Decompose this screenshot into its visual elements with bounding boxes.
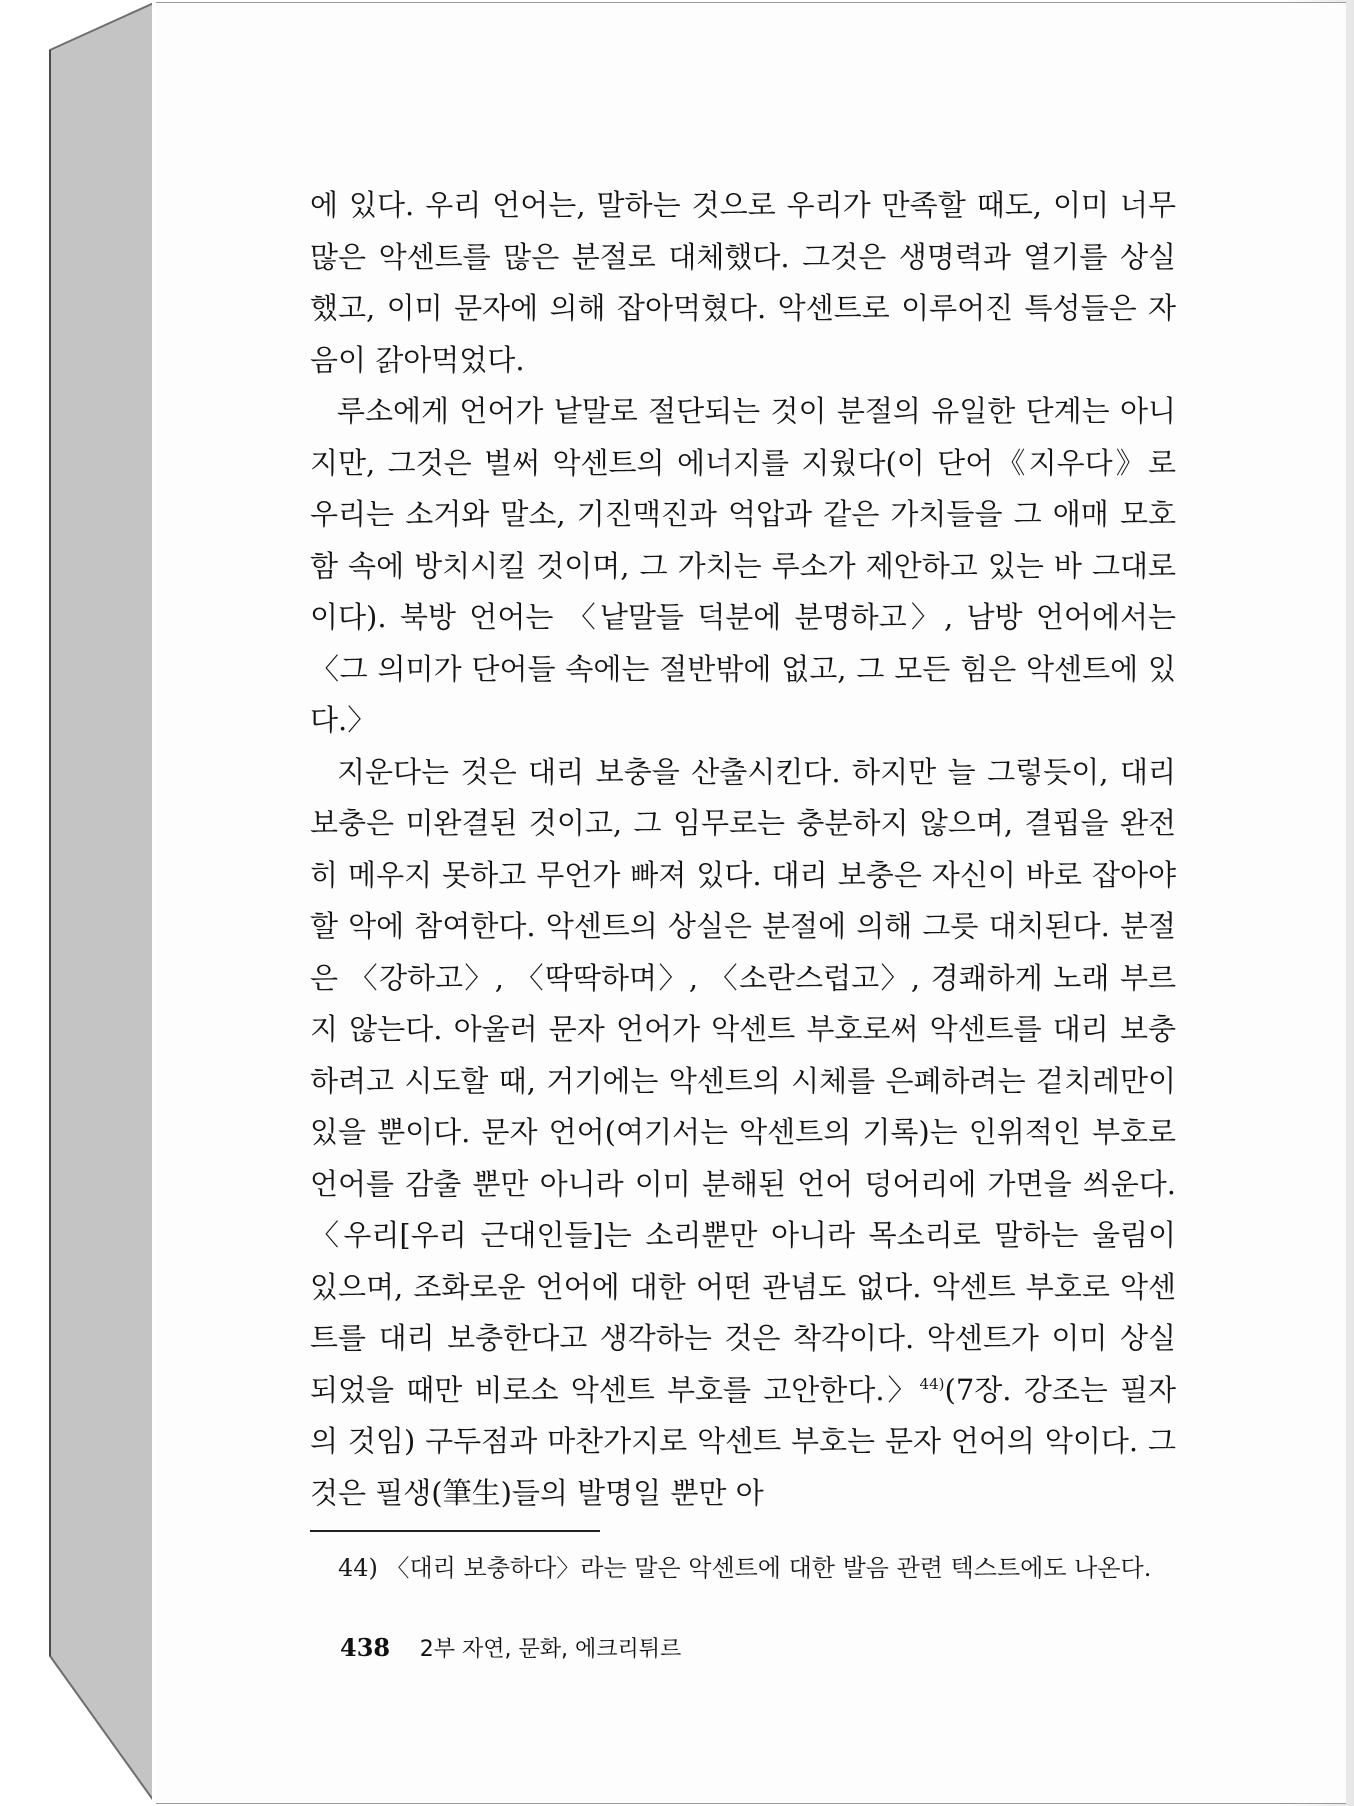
book-spine [0, 0, 160, 1806]
running-head: 2부 자연, 문화, 에크리튀르 [419, 1637, 682, 1662]
paragraph [310, 180, 1176, 386]
footnote-reference: 44) [919, 1374, 945, 1393]
body-text [310, 180, 1176, 1519]
paragraph-text: 루소에게 언어가 낱말로 절단되는 것이 분절의 유일한 단계는 아니지만, 그것은 벌써 악센트의 에너지를 지웠다(이 단어《지우다》로 우리는 소거와 말소, 기진맥진과 억압과 같은 가치들을 그 애매 모호함 속에 방치시킬 것이며, 그 가치는 루소가 제안하고 있는 바 그대로이다). 북방 언어는 〈낱말들 덕분에 분명하고〉, 남방 언어에서는 〈그 의미가 단어들 속에는 절반밖에 없고, 그 모든 힘은 악센트에 있다.〉 [310, 394, 1176, 737]
paragraph-text: 에 있다. 우리 언어는, 말하는 것으로 우리가 만족할 때도, 이미 너무 많은 악센트를 많은 분절로 대체했다. 그것은 생명력과 열기를 상실했고, 이미 문자에 의해 잡아먹혔다. 악센트로 이루어진 특성들은 자음이 갉아먹었다. [310, 188, 1176, 377]
page-footer [340, 1632, 681, 1663]
footnote-divider [310, 1530, 600, 1532]
paragraph-text: (7장. 강조는 필자의 것임) 구두점과 마찬가지로 악센트 부호는 문자 언어의 악이다. 그것은 필생(筆生)들의 발명일 뿐만 아 [310, 1372, 1176, 1510]
paragraph-text: 지운다는 것은 대리 보충을 산출시킨다. 하지만 늘 그렇듯이, 대리 보충은 미완결된 것이고, 그 임무로는 충분하지 않으며, 결핍을 완전히 메우지 못하고 무언가 빠져 있다. 대리 보충은 자신이 바로 잡아야 할 악에 참여한다. 악센트의 상실은 분절에 의해 그릇 대치된다. 분절은 〈강하고〉, 〈딱딱하며〉, 〈소란스럽고〉, 경쾌하게 노래 부르지 않는다. 아울러 문자 언어가 악센트 부호로써 악센트를 대리 보충하려고 시도할 때, 거기에는 악센트의 시체를 은폐하려는 겉치레만이 있을 뿐이다. 문자 언어(여기서는 악센트의 기록)는 인위적인 부호로 언어를 감출 뿐만 아니라 이미 분해된 언어 덩어리에 가면을 씌운다. 〈우리[우리 근대인들]는 소리뿐만 아니라 목소리로 말하는 울림이 있으며, 조화로운 언어에 대한 어떤 관념도 없다. 악센트 부호로 악센트를 대리 보충한다고 생각하는 것은 착각이다. 악센트가 이미 상실되었을 때만 비로소 악센트 부호를 고안한다.〉 [310, 754, 1176, 1407]
page-number: 438 [340, 1633, 391, 1662]
paragraph [310, 386, 1176, 747]
footnote: 44) 〈대리 보충하다〉라는 말은 악센트에 대한 발음 관련 텍스트에도 나온다. [338, 1554, 1152, 1582]
paragraph [310, 747, 1176, 1520]
